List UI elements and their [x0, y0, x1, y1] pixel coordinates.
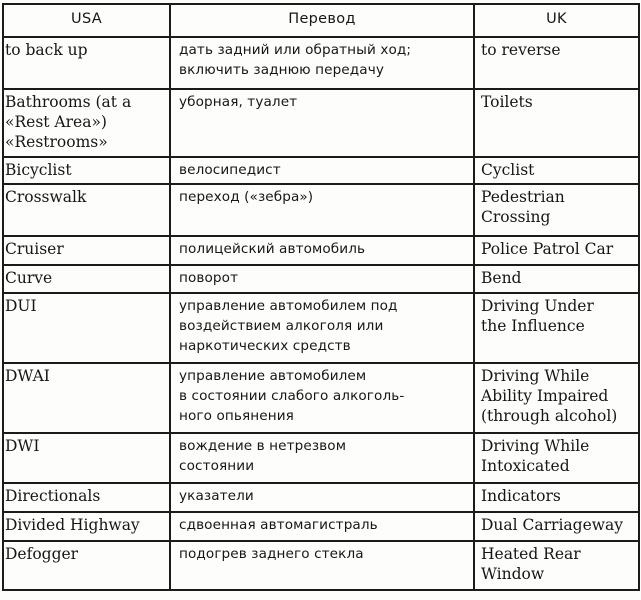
cell-usa: to back up	[3, 37, 170, 89]
cell-usa: Divided Highway	[3, 512, 170, 541]
table-body	[3, 37, 639, 590]
header-translation: Перевод	[170, 4, 474, 37]
table-row	[3, 363, 639, 433]
cell-uk: Driving While Intoxicated	[474, 433, 639, 483]
cell-translation: управление автомобилем под воздействием алкоголя или наркотических средств	[170, 293, 474, 363]
cell-usa: DWI	[3, 433, 170, 483]
cell-uk: Indicators	[474, 483, 639, 512]
cell-translation: указатели	[170, 483, 474, 512]
cell-translation: управление автомобилем в состоянии слабого алкоголь- ного опьянения	[170, 363, 474, 433]
table-row	[3, 433, 639, 483]
cell-uk: Driving Under the Influence	[474, 293, 639, 363]
table-row	[3, 184, 639, 236]
table-row	[3, 293, 639, 363]
cell-translation: полицейский автомобиль	[170, 236, 474, 265]
cell-translation: поворот	[170, 265, 474, 293]
cell-translation: вождение в нетрезвом состоянии	[170, 433, 474, 483]
cell-translation: сдвоенная автомагистраль	[170, 512, 474, 541]
table-row	[3, 541, 639, 590]
cell-uk: Toilets	[474, 89, 639, 157]
table-row	[3, 236, 639, 265]
cell-uk: Dual Carriageway	[474, 512, 639, 541]
cell-usa: Directionals	[3, 483, 170, 512]
cell-translation: уборная, туалет	[170, 89, 474, 157]
cell-uk: Bend	[474, 265, 639, 293]
cell-usa: DWAI	[3, 363, 170, 433]
header-row	[3, 4, 639, 37]
cell-usa: Crosswalk	[3, 184, 170, 236]
cell-uk: Pedestrian Crossing	[474, 184, 639, 236]
header-uk: UK	[474, 4, 639, 37]
cell-uk: Cyclist	[474, 157, 639, 184]
cell-uk: Heated Rear Window	[474, 541, 639, 590]
table-header	[3, 4, 639, 37]
cell-usa: Bathrooms (at a «Rest Area») «Restrooms»	[3, 89, 170, 157]
cell-usa: Defogger	[3, 541, 170, 590]
table-row	[3, 512, 639, 541]
cell-uk: to reverse	[474, 37, 639, 89]
cell-usa: Curve	[3, 265, 170, 293]
cell-translation: велосипедист	[170, 157, 474, 184]
cell-uk: Police Patrol Car	[474, 236, 639, 265]
cell-usa: DUI	[3, 293, 170, 363]
cell-usa: Bicyclist	[3, 157, 170, 184]
cell-translation: дать задний или обратный ход; включить заднюю передачу	[170, 37, 474, 89]
cell-translation: переход («зебра»)	[170, 184, 474, 236]
cell-uk: Driving While Ability Impaired (through alcohol)	[474, 363, 639, 433]
table-row	[3, 157, 639, 184]
table-row	[3, 37, 639, 89]
header-usa: USA	[3, 4, 170, 37]
table-row	[3, 265, 639, 293]
table-row	[3, 89, 639, 157]
glossary-table	[2, 3, 640, 591]
table-row	[3, 483, 639, 512]
cell-usa: Cruiser	[3, 236, 170, 265]
cell-translation: подогрев заднего стекла	[170, 541, 474, 590]
